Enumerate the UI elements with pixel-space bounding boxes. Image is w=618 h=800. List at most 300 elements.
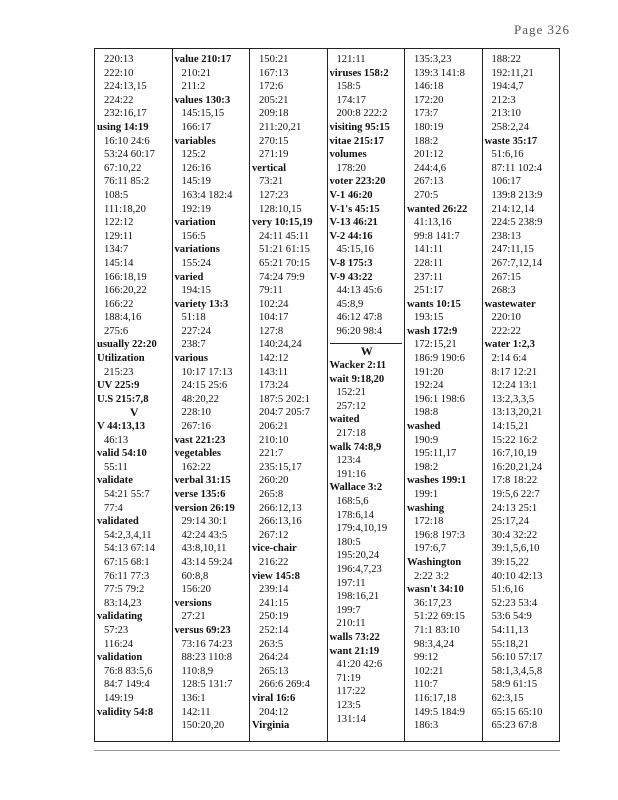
- index-reference: 210:10: [259, 434, 289, 446]
- index-reference: 15:22 16:2: [491, 434, 538, 446]
- index-reference: 211:2: [181, 81, 206, 93]
- index-reference: 73:21: [259, 176, 284, 188]
- index-term: waste 35:17: [484, 135, 538, 147]
- index-term: U.S 215:7,8: [97, 393, 149, 405]
- index-reference: 129:11: [104, 230, 134, 242]
- index-reference: 149:5 184:9: [414, 706, 465, 718]
- index-reference: 221:7: [259, 448, 284, 460]
- index-reference: 266:12,13: [259, 502, 302, 514]
- index-reference: 77:4: [104, 502, 123, 514]
- index-reference: 123:4: [336, 455, 361, 467]
- index-reference: 111:18,20: [104, 203, 146, 215]
- index-reference: 166:18,19: [104, 271, 147, 283]
- index-reference: 102:21: [414, 665, 444, 677]
- index-term: viral 16:6: [252, 692, 296, 704]
- index-reference: 55:11: [104, 461, 128, 473]
- index-reference: 237:11: [414, 271, 444, 283]
- index-term: version 26:19: [174, 502, 235, 514]
- index-reference: 116:17,18: [414, 692, 457, 704]
- index-term: versions: [174, 597, 212, 609]
- index-reference: 270:5: [414, 189, 439, 201]
- index-reference: 192:19: [181, 203, 211, 215]
- index-reference: 51:21 61:15: [259, 244, 310, 256]
- index-reference: 196:4,7,23: [336, 563, 382, 575]
- index-reference: 201:12: [414, 149, 444, 161]
- index-reference: 168:5,6: [336, 496, 369, 507]
- index-reference: 65:15 65:10: [491, 706, 543, 718]
- index-term: walls 73:22: [329, 631, 380, 643]
- index-reference: 16:10 24:6: [104, 135, 150, 147]
- index-reference: 58:1,3,4,5,8: [491, 665, 543, 677]
- index-reference: 198:2: [414, 461, 439, 473]
- index-reference: 73:16 74:23: [181, 638, 233, 650]
- index-reference: 172:18: [414, 516, 444, 528]
- index-reference: 150:20,20: [181, 720, 225, 732]
- index-term: V-9 43:22: [329, 271, 373, 283]
- index-term: versus 69:23: [174, 624, 231, 636]
- index-reference: 166:22: [104, 298, 134, 310]
- index-reference: 14:15,21: [491, 421, 529, 433]
- index-column-3: [250, 49, 328, 741]
- index-reference: 13:13,20,21: [491, 407, 543, 419]
- index-reference: 2:14 6:4: [491, 353, 527, 365]
- index-reference: 172:15,21: [414, 339, 457, 351]
- index-reference: 209:18: [259, 108, 289, 120]
- index-reference: 125:2: [181, 149, 206, 161]
- index-reference: 265:8: [259, 489, 284, 500]
- index-reference: 267:16: [181, 421, 211, 433]
- index-reference: 267:13: [414, 176, 444, 188]
- index-term: visiting 95:15: [329, 121, 390, 133]
- index-reference: 54:21 55:7: [104, 489, 150, 500]
- index-reference: 187:5 202:1: [259, 393, 310, 405]
- index-reference: 172:20: [414, 94, 444, 106]
- index-reference: 251:17: [414, 285, 444, 297]
- index-term: wastewater: [484, 298, 536, 310]
- index-reference: 198:16,21: [336, 591, 380, 603]
- index-reference: 224:13,15: [104, 81, 147, 93]
- index-reference: 268:3: [491, 285, 516, 297]
- index-reference: 88:23 110:8: [181, 652, 233, 664]
- index-reference: 199:7: [336, 604, 361, 616]
- footer-rule: [94, 750, 560, 751]
- index-term: water 1:2,3: [484, 339, 535, 351]
- index-reference: 71:1 83:10: [414, 624, 460, 636]
- index-reference: 79:11: [259, 285, 283, 297]
- index-reference: 238:7: [181, 339, 206, 351]
- index-reference: 194:15: [181, 285, 211, 297]
- index-reference: 39:1,5,6,10: [491, 543, 540, 555]
- index-term: V 44:13,13: [97, 421, 146, 433]
- index-term: V-2 44:16: [329, 230, 373, 242]
- index-reference: 99:12: [414, 652, 439, 664]
- index-reference: 239:14: [259, 584, 289, 596]
- index-reference: 195:11,17: [414, 448, 457, 460]
- index-reference: 123:5: [336, 699, 361, 711]
- index-reference: 186:9 190:6: [414, 353, 465, 365]
- index-term: view 145:8: [252, 570, 300, 582]
- index-reference: 210:11: [336, 618, 366, 630]
- index-term: V-1 46:20: [329, 189, 373, 201]
- index-reference: 43:14 59:24: [181, 556, 233, 568]
- index-term: wait 9:18,20: [329, 373, 385, 385]
- index-reference: 77:5 79:2: [104, 584, 145, 596]
- index-reference: 179:4,10,19: [336, 523, 388, 535]
- index-column-4: [328, 49, 406, 741]
- index-reference: 196:1 198:6: [414, 393, 465, 405]
- index-term: Wallace 3:2: [329, 482, 383, 494]
- index-reference: 76:11 85:2: [104, 176, 150, 188]
- index-reference: 24:11 45:11: [259, 230, 310, 242]
- index-reference: 53:6 54:9: [491, 611, 532, 623]
- index-reference: 67:15 68:1: [104, 556, 150, 568]
- index-reference: 267:15: [491, 271, 521, 283]
- index-reference: 222:10: [104, 67, 134, 79]
- index-reference: 188:2: [414, 135, 439, 147]
- index-reference: 141:11: [414, 244, 444, 256]
- index-reference: 178:20: [336, 162, 366, 174]
- index-term: volumes: [329, 149, 367, 161]
- index-reference: 54:13 67:14: [104, 543, 155, 555]
- index-reference: 116:24: [104, 638, 134, 650]
- index-reference: 267:12: [259, 529, 289, 541]
- index-term: verbal 31:15: [174, 475, 231, 487]
- index-term: vegetables: [174, 448, 221, 460]
- index-reference: 106:17: [491, 176, 521, 188]
- index-term: variables: [174, 135, 216, 147]
- index-reference: 135:3,23: [414, 54, 452, 65]
- index-reference: 76:11 77:3: [104, 570, 150, 582]
- index-term: Washington: [407, 556, 462, 568]
- index-reference: 52:23 53:4: [491, 597, 538, 609]
- index-term: vast 221:23: [174, 434, 226, 446]
- index-term: Wacker 2:11: [329, 360, 387, 372]
- index-reference: 241:15: [259, 597, 289, 609]
- index-term: verse 135:6: [174, 489, 226, 500]
- index-reference: 186:3: [414, 720, 439, 732]
- index-reference: 166:20,22: [104, 285, 147, 297]
- index-reference: 213:10: [491, 108, 521, 120]
- index-term: validated: [97, 516, 139, 528]
- index-reference: 19:5,6 22:7: [491, 489, 540, 500]
- index-reference: 71:19: [336, 672, 361, 684]
- index-reference: 250:19: [259, 611, 289, 623]
- index-term: usually 22:20: [97, 339, 157, 351]
- index-reference: 200:8 222:2: [336, 108, 388, 120]
- index-term: wash 172:9: [407, 325, 458, 337]
- index-reference: 74:24 79:9: [259, 271, 305, 283]
- index-reference: 122:12: [104, 217, 134, 229]
- index-reference: 36:17,23: [414, 597, 452, 609]
- index-reference: 44:13 45:6: [336, 285, 383, 297]
- index-reference: 257:12: [336, 400, 366, 412]
- index-term: UV 225:9: [97, 380, 140, 392]
- index-reference: 173:7: [414, 108, 439, 120]
- index-reference: 45:8,9: [336, 298, 364, 310]
- index-reference: 65:23 67:8: [491, 720, 538, 732]
- index-reference: 178:6,14: [336, 509, 374, 521]
- index-reference: 211:20,21: [259, 121, 302, 133]
- index-term: vice-chair: [252, 543, 297, 555]
- index-reference: 206:21: [259, 421, 289, 433]
- index-reference: 67:10,22: [104, 162, 142, 174]
- index-term: walk 74:8,9: [329, 441, 382, 453]
- index-reference: 42:24 43:5: [181, 529, 228, 541]
- index-term: washed: [407, 421, 441, 433]
- index-reference: 266:6 269:4: [259, 679, 310, 691]
- index-reference: 127:8: [259, 325, 284, 337]
- index-reference: 204:12: [259, 706, 289, 718]
- index-reference: 25:17,24: [491, 516, 529, 528]
- index-reference: 270:15: [259, 135, 289, 147]
- index-reference: 220:13: [104, 54, 134, 65]
- index-term: Utilization: [97, 353, 145, 365]
- index-reference: 65:21 70:15: [259, 257, 310, 269]
- index-reference: 126:16: [181, 162, 211, 174]
- index-reference: 193:15: [414, 312, 444, 324]
- index-term: viruses 158:2: [329, 67, 389, 79]
- index-reference: 136:1: [181, 692, 206, 704]
- index-reference: 128:10,15: [259, 203, 302, 215]
- index-reference: 215:23: [104, 366, 134, 378]
- index-reference: 191:16: [336, 468, 366, 480]
- index-reference: 117:22: [336, 686, 366, 698]
- index-reference: 110:7: [414, 679, 438, 691]
- index-reference: 48:20,22: [181, 393, 219, 405]
- index-reference: 194:4,7: [491, 81, 524, 93]
- index-term: values 130:3: [174, 94, 231, 106]
- index-reference: 188:22: [491, 54, 521, 65]
- index-reference: 166:17: [181, 121, 211, 133]
- index-reference: 174:17: [336, 94, 366, 106]
- index-reference: 146:18: [414, 81, 444, 93]
- index-reference: 224:22: [104, 94, 134, 106]
- index-reference: 102:24: [259, 298, 289, 310]
- index-term: very 10:15,19: [252, 217, 313, 229]
- index-reference: 247:11,15: [491, 244, 534, 256]
- index-term: value 210:17: [174, 54, 232, 65]
- index-reference: 55:18,21: [491, 638, 529, 650]
- index-reference: 266:13,16: [259, 516, 302, 528]
- index-reference: 156:20: [181, 584, 211, 596]
- index-reference: 2:22 3:2: [414, 570, 450, 582]
- index-reference: 152:21: [336, 387, 366, 399]
- index-reference: 252:14: [259, 624, 289, 636]
- index-reference: 110:8,9: [181, 665, 214, 677]
- index-term: washing: [407, 502, 445, 514]
- index-reference: 139:8 213:9: [491, 189, 543, 201]
- index-reference: 143:11: [259, 366, 289, 378]
- index-reference: 16:7,10,19: [491, 448, 537, 460]
- index-term: validity 54:8: [97, 706, 154, 718]
- index-reference: 192:11,21: [491, 67, 534, 79]
- index-reference: 188:4,16: [104, 312, 142, 324]
- index-reference: 244:4,6: [414, 162, 447, 174]
- index-reference: 53:24 60:17: [104, 149, 155, 161]
- index-reference: 51:18: [181, 312, 206, 324]
- index-reference: 167:13: [259, 67, 289, 79]
- index-reference: 172:6: [259, 81, 284, 93]
- index-reference: 235:15,17: [259, 461, 302, 473]
- index-reference: 263:5: [259, 638, 284, 650]
- index-reference: 24:15 25:6: [181, 380, 228, 392]
- index-column-6: [483, 49, 560, 741]
- index-reference: 10:17 17:13: [181, 366, 233, 378]
- index-reference: 12:24 13:1: [491, 380, 538, 392]
- index-term: washes 199:1: [407, 475, 467, 487]
- index-reference: 108:5: [104, 189, 129, 201]
- index-reference: 260:20: [259, 475, 289, 487]
- index-term: validation: [97, 652, 143, 664]
- index-reference: 140:24,24: [259, 339, 302, 351]
- index-reference: 197:6,7: [414, 543, 447, 555]
- index-reference: 156:5: [181, 230, 206, 242]
- index-reference: 57:23: [104, 624, 129, 636]
- index-reference: 173:24: [259, 380, 289, 392]
- index-reference: 212:3: [491, 94, 516, 106]
- index-reference: 13:2,3,3,5: [491, 393, 535, 405]
- index-reference: 27:21: [181, 611, 206, 623]
- index-term: using 14:19: [97, 121, 149, 133]
- index-reference: 41:20 42:6: [336, 659, 383, 671]
- index-reference: 96:20 98:4: [336, 325, 383, 337]
- index-term: variations: [174, 244, 220, 256]
- index-reference: 131:14: [336, 713, 366, 725]
- index-term: waited: [329, 414, 360, 426]
- index-reference: 205:21: [259, 94, 289, 106]
- index-reference: 265:13: [259, 665, 289, 677]
- index-reference: 134:7: [104, 244, 129, 256]
- index-term: want 21:19: [329, 645, 380, 657]
- index-reference: 216:22: [259, 556, 289, 568]
- index-column-2: [173, 49, 251, 741]
- page-number-label: Page 326: [513, 22, 570, 37]
- index-column-1: [95, 49, 173, 741]
- index-reference: 54:11,13: [491, 624, 529, 636]
- index-reference: 145:19: [181, 176, 211, 188]
- index-reference: 139:3 141:8: [414, 67, 465, 79]
- index-reference: 217:18: [336, 428, 366, 440]
- index-reference: 51:6,16: [491, 149, 524, 161]
- index-term: wasn't 34:10: [407, 584, 464, 596]
- index-term: validate: [97, 475, 133, 487]
- index-term: vertical: [252, 162, 287, 174]
- index-reference: 142:11: [181, 706, 211, 718]
- index-reference: 58:9 61:15: [491, 679, 538, 691]
- index-reference: 150:21: [259, 54, 289, 65]
- index-reference: 39:15,22: [491, 556, 529, 568]
- index-reference: 198:8: [414, 407, 439, 419]
- section-letter-heading: V: [129, 406, 139, 420]
- index-reference: 220:10: [491, 312, 521, 324]
- index-term: valid 54:10: [97, 448, 147, 460]
- index-reference: 180:19: [414, 121, 444, 133]
- index-term: varied: [174, 271, 204, 283]
- index-reference: 264:24: [259, 652, 289, 664]
- index-reference: 45:15,16: [336, 244, 374, 256]
- index-reference: 51:6,16: [491, 584, 524, 596]
- section-letter-heading: W: [330, 343, 403, 359]
- index-term: variation: [174, 217, 216, 229]
- index-reference: 104:17: [259, 312, 289, 324]
- index-reference: 190:9: [414, 434, 439, 446]
- index-reference: 267:7,12,14: [491, 257, 543, 269]
- index-reference: 196:8 197:3: [414, 529, 465, 541]
- index-term: V-13 46:21: [329, 217, 378, 229]
- index-reference: 275:6: [104, 325, 129, 337]
- index-reference: 195:20,24: [336, 550, 380, 562]
- index-term: voter 223:20: [329, 176, 386, 188]
- index-term: variety 13:3: [174, 298, 229, 310]
- index-reference: 56:10 57:17: [491, 652, 543, 664]
- index-reference: 41:13,16: [414, 217, 452, 229]
- index-reference: 163:4 182:4: [181, 189, 233, 201]
- index-reference: 51:22 69:15: [414, 611, 465, 623]
- index-term: validating: [97, 611, 143, 623]
- index-term: wanted 26:22: [407, 203, 468, 215]
- index-reference: 99:8 141:7: [414, 230, 460, 242]
- index-table: [94, 48, 560, 742]
- index-reference: 46:12 47:8: [336, 312, 383, 324]
- index-reference: 162:22: [181, 461, 211, 473]
- index-reference: 24:13 25:1: [491, 502, 538, 514]
- index-reference: 228:10: [181, 407, 211, 419]
- index-reference: 258:2,24: [491, 121, 529, 133]
- index-reference: 232:16,17: [104, 108, 147, 120]
- index-reference: 54:2,3,4,11: [104, 529, 152, 541]
- index-term: wants 10:15: [407, 298, 461, 310]
- index-term: V-1's 45:15: [329, 203, 380, 215]
- index-term: various: [174, 353, 209, 365]
- index-reference: 180:5: [336, 536, 361, 548]
- index-reference: 224:5 238:9: [491, 217, 543, 229]
- index-reference: 17:8 18:22: [491, 475, 538, 487]
- index-reference: 214:12,14: [491, 203, 535, 215]
- index-reference: 29:14 30:1: [181, 516, 228, 528]
- index-reference: 192:24: [414, 380, 444, 392]
- index-reference: 158:5: [336, 81, 361, 93]
- index-reference: 238:13: [491, 230, 521, 242]
- index-reference: 197:11: [336, 577, 366, 589]
- index-reference: 60:8,8: [181, 570, 209, 582]
- index-reference: 155:24: [181, 257, 211, 269]
- index-column-5: [405, 49, 483, 741]
- index-reference: 43:8,10,11: [181, 543, 227, 555]
- index-reference: 62:3,15: [491, 692, 524, 704]
- index-reference: 40:10 42:13: [491, 570, 543, 582]
- index-reference: 30:4 32:22: [491, 529, 538, 541]
- index-reference: 142:12: [259, 353, 289, 365]
- index-reference: 210:21: [181, 67, 211, 79]
- index-reference: 149:19: [104, 692, 134, 704]
- index-term: V-8 175:3: [329, 257, 373, 269]
- index-reference: 16:20,21,24: [491, 461, 543, 473]
- index-term: vitae 215:17: [329, 135, 384, 147]
- index-reference: 83:14,23: [104, 597, 142, 609]
- index-reference: 121:11: [336, 54, 366, 65]
- index-reference: 127:23: [259, 189, 289, 201]
- index-reference: 145:15,15: [181, 108, 225, 120]
- index-reference: 228:11: [414, 257, 444, 269]
- index-reference: 128:5 131:7: [181, 679, 233, 691]
- index-reference: 271:19: [259, 149, 289, 161]
- index-reference: 8:17 12:21: [491, 366, 538, 378]
- index-reference: 46:13: [104, 434, 129, 446]
- index-reference: 145:14: [104, 257, 134, 269]
- index-reference: 87:11 102:4: [491, 162, 543, 174]
- index-reference: 222:22: [491, 325, 521, 337]
- index-reference: 199:1: [414, 489, 439, 500]
